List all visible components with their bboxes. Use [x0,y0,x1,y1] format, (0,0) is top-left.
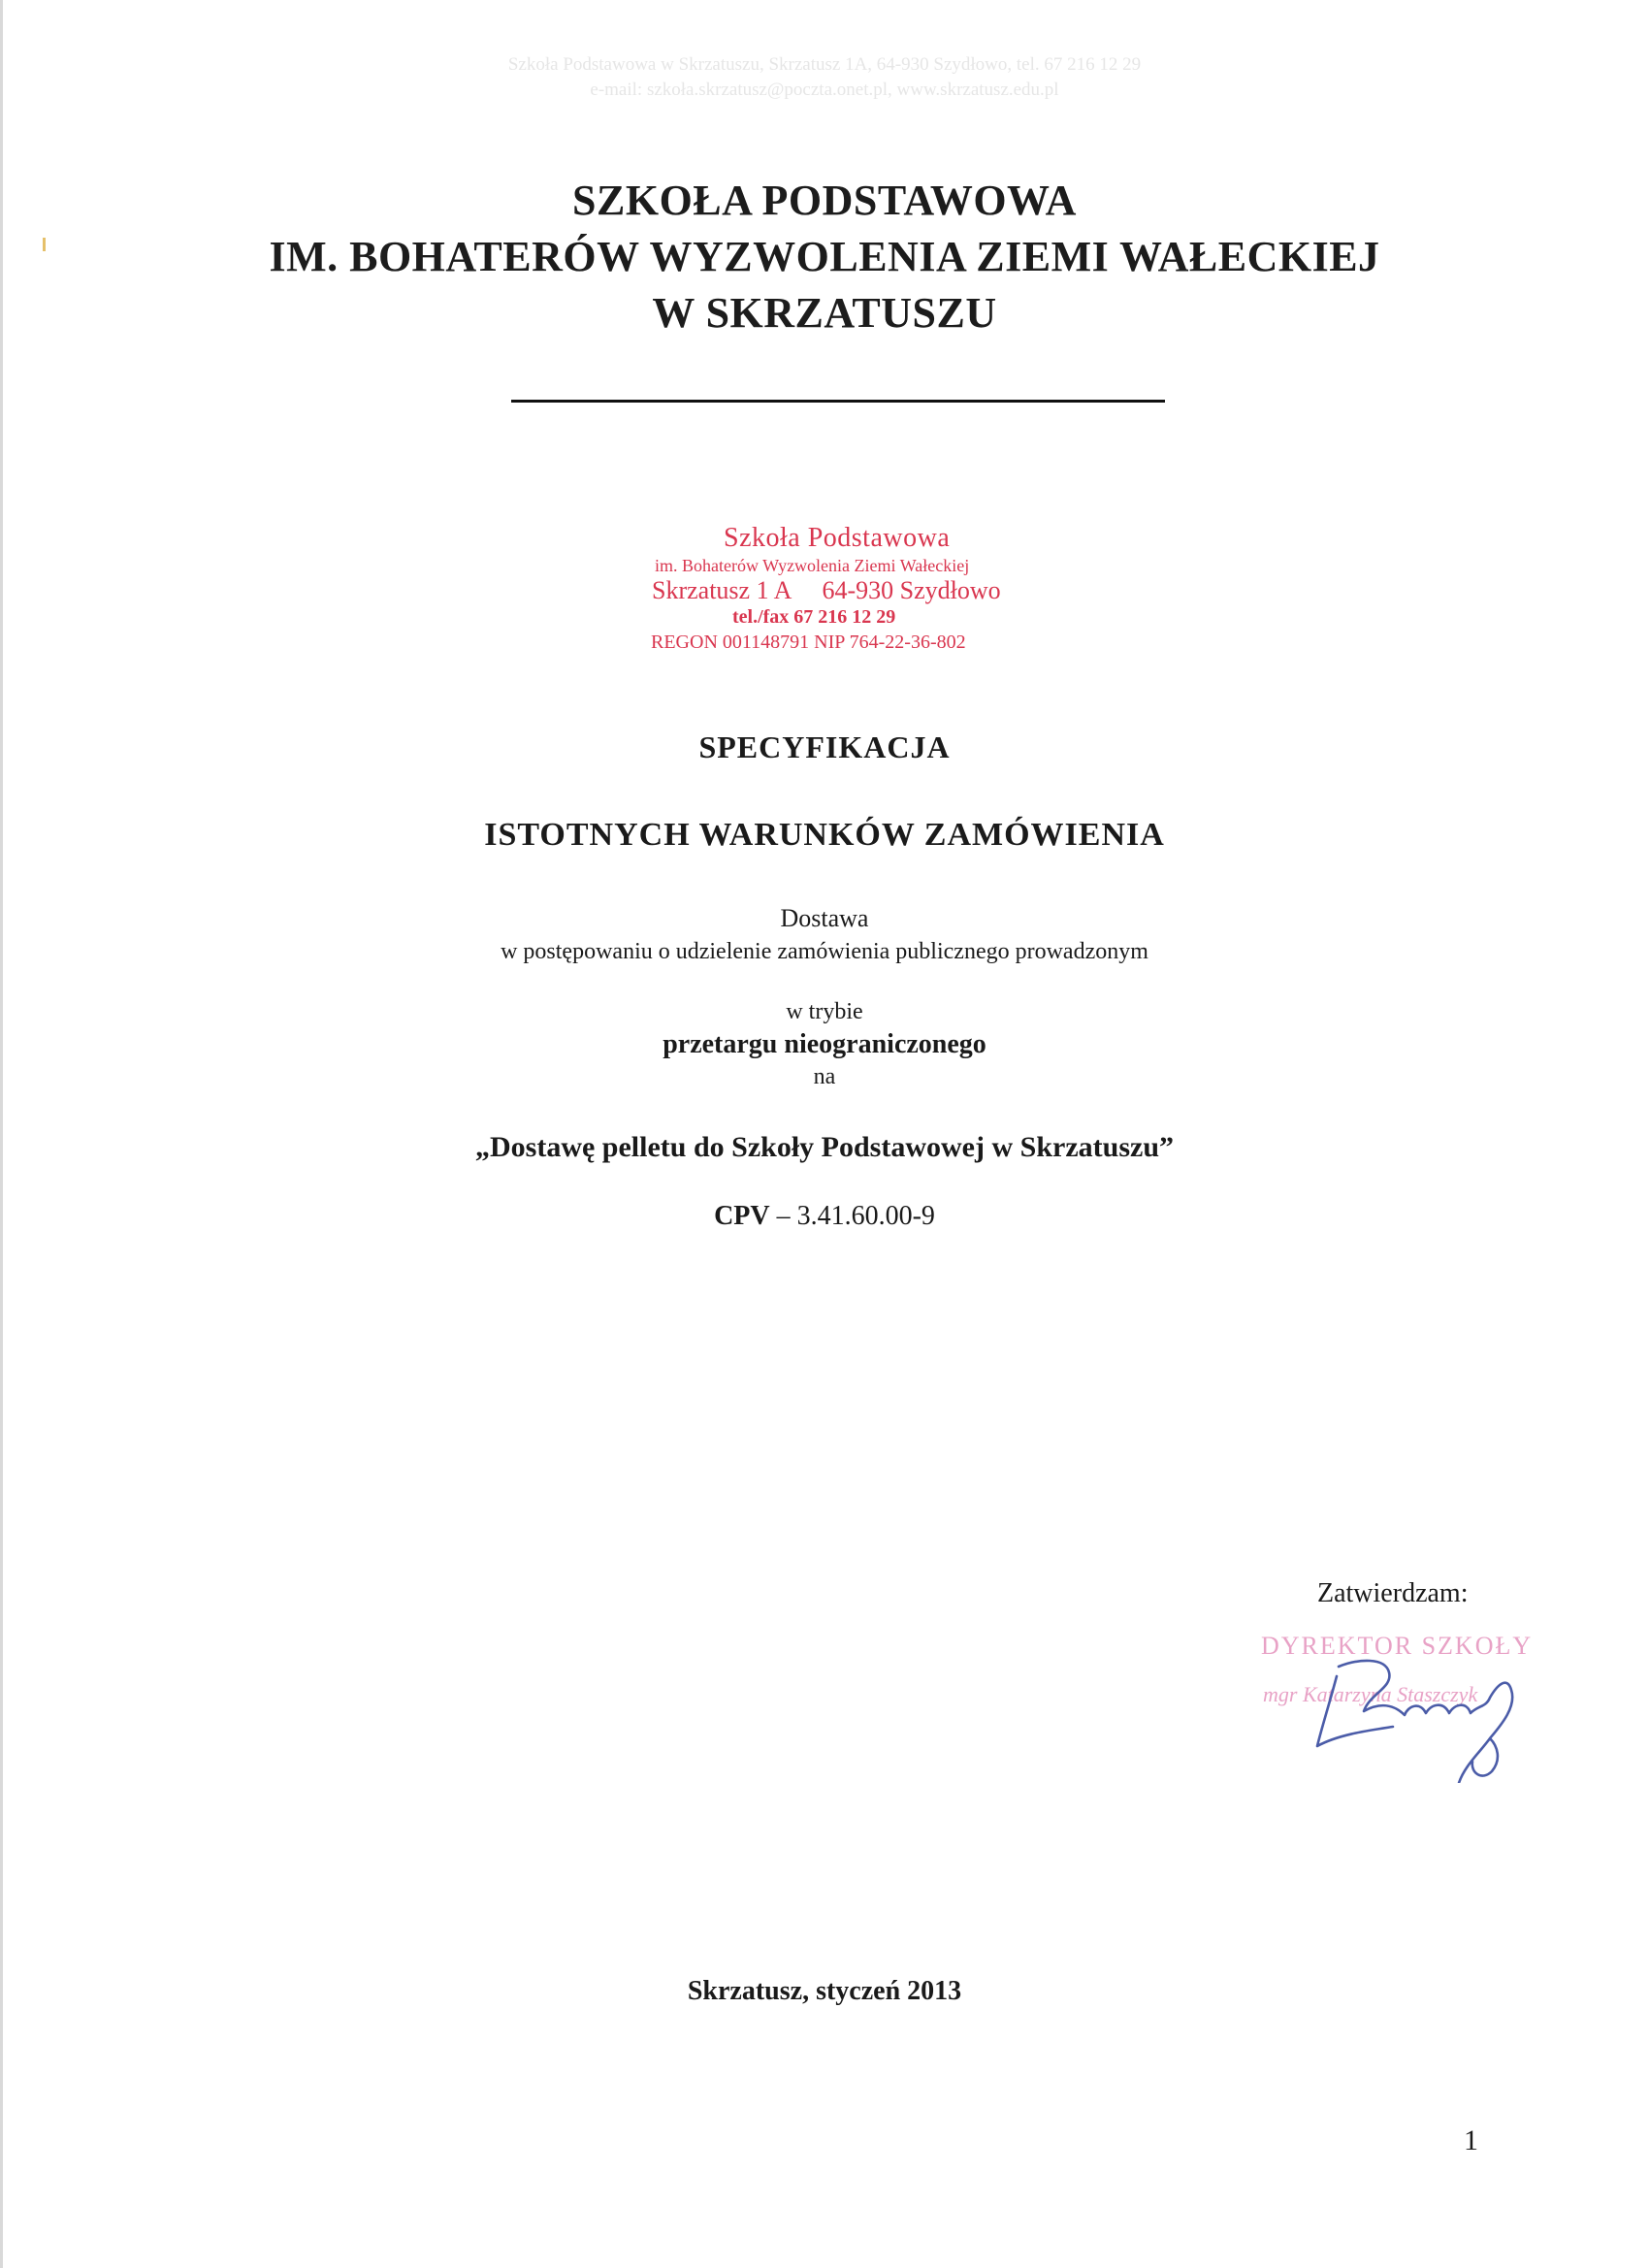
heading-warunki: ISTOTNYCH WARUNKÓW ZAMÓWIENIA [484,817,1165,853]
cpv-label: CPV [714,1201,770,1231]
text-postepowanie: w postępowaniu o udzielenie zamówienia publicznego prowadzonym [501,939,1148,964]
cpv-code [0,1200,1649,1233]
director-stamp-title: DYREKTOR SZKOŁY [1261,1632,1534,1660]
page-number: 1 [1464,2124,1478,2156]
stamp-phone: tel./fax 67 216 12 29 [732,606,896,628]
text-dostawa: Dostawa [780,904,869,932]
director-stamp-name: mgr Katarzyna Staszczyk [1263,1682,1478,1706]
faint-letterhead-line-2: e-mail: szkoła.skrzatusz@poczta.onet.pl, www.skrzatusz.edu.pl [590,80,1059,100]
school-title-line-3: W SKRZATUSZU [652,289,997,337]
school-stamp [640,522,1086,656]
text-przetargu: przetargu nieograniczonego [663,1029,986,1059]
school-title-line-1: SZKOŁA PODSTAWOWA [572,177,1077,224]
school-title-line-2: IM. BOHATERÓW WYZWOLENIA ZIEMI WAŁECKIEJ [269,233,1380,280]
place-and-date: Skrzatusz, styczeń 2013 [687,1976,962,2006]
stamp-address: Skrzatusz 1 A 64-930 Szydłowo [652,576,1001,604]
faint-letterhead [0,52,1649,103]
text-trybie: w trybie [786,999,863,1024]
cpv-value: – 3.41.60.00-9 [769,1201,935,1231]
stamp-ids: REGON 001148791 NIP 764-22-36-802 [651,632,966,653]
faint-letterhead-line-1: Szkoła Podstawowa w Skrzatuszu, Skrzatusz 1A, 64-930 Szydłowo, tel. 67 216 12 29 [507,54,1142,75]
heading-specyfikacja: SPECYFIKACJA [698,729,951,764]
stamp-school-name: Szkoła Podstawowa [724,523,951,553]
school-title [0,173,1649,341]
order-subject: „Dostawę pelletu do Szkoły Podstawowej w Skrzatuszu” [475,1131,1174,1163]
approval-label: Zatwierdzam: [1317,1578,1469,1608]
handwritten-signature [1300,1637,1533,1783]
text-na: na [813,1064,836,1089]
stamp-patron: im. Bohaterów Wyzwolenia Ziemi Wałeckiej [655,556,970,575]
title-underline [511,400,1165,403]
